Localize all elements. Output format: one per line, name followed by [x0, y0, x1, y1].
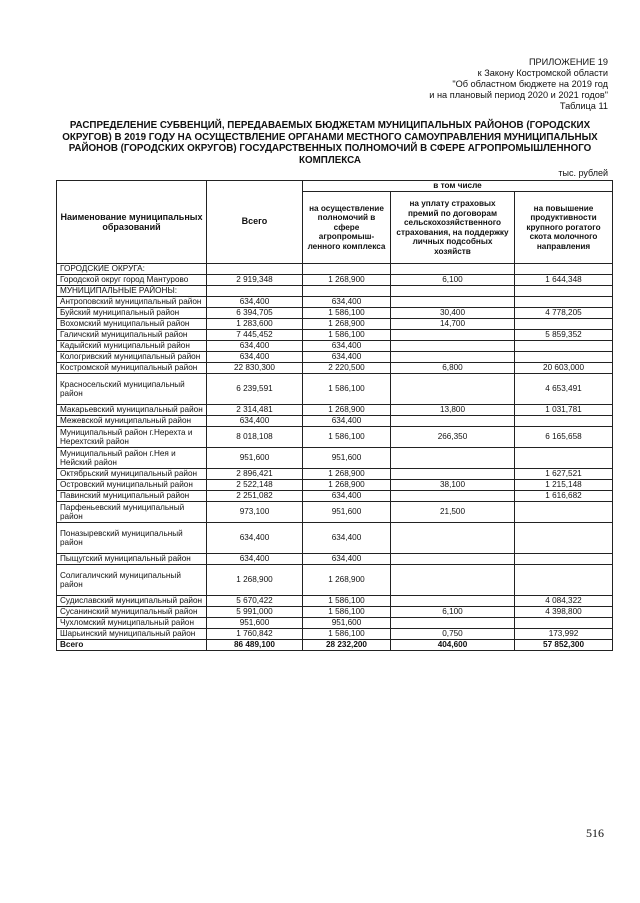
row-dairy: 1 215,148 [515, 480, 613, 491]
row-total: 951,600 [207, 448, 303, 469]
row-agro: 1 586,100 [303, 330, 391, 341]
row-name: Парфеньевский муниципальный район [57, 502, 207, 523]
header-dairy: на повышение продуктивности крупного рогатого скота молочного направления [515, 192, 613, 264]
table-row [57, 618, 613, 629]
row-insurance [391, 341, 515, 352]
table-body [57, 264, 613, 651]
row-insurance [391, 352, 515, 363]
row-total: 1 283,600 [207, 319, 303, 330]
row-total [207, 264, 303, 275]
row-agro: 1 586,100 [303, 596, 391, 607]
row-agro: 1 268,900 [303, 405, 391, 416]
table-row [57, 330, 613, 341]
row-name: Городской округ город Мантурово [57, 275, 207, 286]
table-row [57, 416, 613, 427]
row-agro: 634,400 [303, 523, 391, 554]
row-total: 2 896,421 [207, 469, 303, 480]
row-insurance: 6,800 [391, 363, 515, 374]
row-name: Павинский муниципальный район [57, 491, 207, 502]
table-row [57, 629, 613, 640]
row-agro: 1 586,100 [303, 308, 391, 319]
row-name: Межевской муниципальный район [57, 416, 207, 427]
row-total: 22 830,300 [207, 363, 303, 374]
row-total: 951,600 [207, 618, 303, 629]
row-name: Макарьевский муниципальный район [57, 405, 207, 416]
table-row [57, 341, 613, 352]
appendix-line: ПРИЛОЖЕНИЕ 19 [528, 57, 608, 67]
row-agro: 1 268,900 [303, 565, 391, 596]
row-dairy [515, 352, 613, 363]
total-label: Всего [57, 640, 207, 651]
table-row [57, 491, 613, 502]
row-insurance: 266,350 [391, 427, 515, 448]
row-insurance: 0,750 [391, 629, 515, 640]
row-total: 5 991,000 [207, 607, 303, 618]
row-dairy [515, 448, 613, 469]
row-dairy [515, 297, 613, 308]
row-dairy [515, 286, 613, 297]
row-insurance: 30,400 [391, 308, 515, 319]
table-row [57, 286, 613, 297]
row-insurance [391, 565, 515, 596]
table-row [57, 480, 613, 491]
row-name: Вохомский муниципальный район [57, 319, 207, 330]
row-dairy [515, 618, 613, 629]
row-total: 7 445,452 [207, 330, 303, 341]
row-total: 2 314,481 [207, 405, 303, 416]
row-name: Судиславский муниципальный район [57, 596, 207, 607]
row-dairy: 4 084,322 [515, 596, 613, 607]
table-row [57, 596, 613, 607]
subsidy-table [56, 180, 613, 651]
unit-label: тыс. рублей [558, 168, 608, 178]
appendix-line: к Закону Костромской области [477, 68, 608, 78]
total-agro: 28 232,200 [303, 640, 391, 651]
row-agro: 634,400 [303, 491, 391, 502]
table-row [57, 469, 613, 480]
row-insurance [391, 416, 515, 427]
row-agro: 634,400 [303, 554, 391, 565]
page-number: 516 [586, 826, 604, 840]
row-dairy [515, 554, 613, 565]
row-name: Муниципальный район г.Нея и Нейский район [57, 448, 207, 469]
row-name: Красносельский муниципальный район [57, 374, 207, 405]
row-total: 634,400 [207, 341, 303, 352]
row-dairy: 4 778,205 [515, 308, 613, 319]
document-title: РАСПРЕДЕЛЕНИЕ СУБВЕНЦИЙ, ПЕРЕДАВАЕМЫХ БЮДЖЕТАМ МУНИЦИПАЛЬНЫХ РАЙОНОВ (ГОРОДСКИХ ОКРУГОВ) В 2019 ГОДУ НА ОСУЩЕСТВЛЕНИЕ ОРГАНАМИ МЕСТНОГО САМОУПРАВЛЕНИЯ МУНИЦИПАЛЬНЫХ РАЙОНОВ (ГОРОДСКИХ ОКРУГОВ) ГОСУДАРСТВЕННЫХ ПОЛНОМОЧИЙ В СФЕРЕ АГРОПРОМЫШЛЕННОГО КОМПЛЕКСА [62, 120, 598, 166]
total-row [57, 640, 613, 651]
row-insurance [391, 448, 515, 469]
row-total: 1 268,900 [207, 565, 303, 596]
row-agro: 634,400 [303, 341, 391, 352]
row-dairy [515, 341, 613, 352]
table-row [57, 363, 613, 374]
row-name: Поназыревский муниципальный район [57, 523, 207, 554]
row-dairy: 4 653,491 [515, 374, 613, 405]
row-name: Островский муниципальный район [57, 480, 207, 491]
row-agro: 634,400 [303, 297, 391, 308]
row-dairy [515, 523, 613, 554]
row-name: Буйский муниципальный район [57, 308, 207, 319]
row-agro [303, 286, 391, 297]
table-row [57, 308, 613, 319]
row-insurance [391, 374, 515, 405]
row-total: 634,400 [207, 416, 303, 427]
row-agro: 1 586,100 [303, 427, 391, 448]
row-agro: 1 586,100 [303, 607, 391, 618]
row-total: 2 251,082 [207, 491, 303, 502]
row-insurance [391, 554, 515, 565]
row-insurance [391, 286, 515, 297]
row-dairy [515, 416, 613, 427]
row-insurance: 6,100 [391, 275, 515, 286]
row-dairy [515, 319, 613, 330]
table-row [57, 554, 613, 565]
row-agro: 1 268,900 [303, 275, 391, 286]
table-row [57, 374, 613, 405]
header-insurance: на уплату страховых премий по договорам сельскохозяйственного страхования, на поддержку личных подсобных хозяйств [391, 192, 515, 264]
header-including: в том числе [303, 181, 613, 192]
table-row [57, 405, 613, 416]
row-insurance [391, 297, 515, 308]
total-insurance: 404,600 [391, 640, 515, 651]
row-dairy: 1 031,781 [515, 405, 613, 416]
row-agro: 634,400 [303, 352, 391, 363]
row-name: Шарьинский муниципальный район [57, 629, 207, 640]
row-dairy: 20 603,000 [515, 363, 613, 374]
row-total: 1 760,842 [207, 629, 303, 640]
row-dairy: 6 165,658 [515, 427, 613, 448]
row-agro: 634,400 [303, 416, 391, 427]
table-row [57, 607, 613, 618]
row-total: 634,400 [207, 523, 303, 554]
row-insurance: 6,100 [391, 607, 515, 618]
total-dairy: 57 852,300 [515, 640, 613, 651]
row-insurance: 38,100 [391, 480, 515, 491]
table-row [57, 319, 613, 330]
row-insurance [391, 596, 515, 607]
row-insurance [391, 618, 515, 629]
table-row [57, 565, 613, 596]
table-row [57, 502, 613, 523]
row-dairy: 1 616,682 [515, 491, 613, 502]
row-agro: 1 268,900 [303, 480, 391, 491]
row-name: Солигаличский муниципальный район [57, 565, 207, 596]
table-row [57, 523, 613, 554]
row-name: Пыщугский муниципальный район [57, 554, 207, 565]
table-row [57, 448, 613, 469]
row-insurance [391, 469, 515, 480]
row-insurance [391, 523, 515, 554]
row-total: 973,100 [207, 502, 303, 523]
row-total: 8 018,108 [207, 427, 303, 448]
row-total: 6 239,591 [207, 374, 303, 405]
row-name: Кадыйский муниципальный район [57, 341, 207, 352]
row-name: ГОРОДСКИЕ ОКРУГА: [57, 264, 207, 275]
table-row [57, 264, 613, 275]
row-dairy: 1 644,348 [515, 275, 613, 286]
row-name: Костромской муниципальный район [57, 363, 207, 374]
row-agro: 1 268,900 [303, 469, 391, 480]
grand-total: 86 489,100 [207, 640, 303, 651]
row-total: 2 919,348 [207, 275, 303, 286]
row-agro: 951,600 [303, 618, 391, 629]
header-agro: на осуществление полномочий в сфере агропромыш-ленного комплекса [303, 192, 391, 264]
row-dairy [515, 565, 613, 596]
header-total: Всего [207, 181, 303, 264]
row-name: Сусанинский муниципальный район [57, 607, 207, 618]
row-total: 634,400 [207, 554, 303, 565]
row-name: Октябрьский муниципальный район [57, 469, 207, 480]
row-insurance: 14,700 [391, 319, 515, 330]
row-dairy: 5 859,352 [515, 330, 613, 341]
row-name: Муниципальный район г.Нерехта и Нерехтский район [57, 427, 207, 448]
row-agro: 1 268,900 [303, 319, 391, 330]
table-row [57, 427, 613, 448]
row-total: 634,400 [207, 352, 303, 363]
row-insurance: 21,500 [391, 502, 515, 523]
row-name: Чухломский муниципальный район [57, 618, 207, 629]
row-total: 6 394,705 [207, 308, 303, 319]
row-agro: 2 220,500 [303, 363, 391, 374]
row-dairy: 1 627,521 [515, 469, 613, 480]
appendix-header [308, 57, 608, 112]
row-name: Галичский муниципальный район [57, 330, 207, 341]
row-dairy [515, 502, 613, 523]
row-insurance [391, 330, 515, 341]
row-dairy [515, 264, 613, 275]
row-agro: 951,600 [303, 448, 391, 469]
row-total [207, 286, 303, 297]
row-dairy: 4 398,800 [515, 607, 613, 618]
row-agro: 1 586,100 [303, 374, 391, 405]
header-name: Наименование муниципальных образований [57, 181, 207, 264]
row-name: Антроповский муниципальный район [57, 297, 207, 308]
table-row [57, 275, 613, 286]
row-agro [303, 264, 391, 275]
row-total: 5 670,422 [207, 596, 303, 607]
appendix-line: и на плановый период 2020 и 2021 годов" [429, 90, 608, 100]
row-insurance: 13,800 [391, 405, 515, 416]
table-row [57, 352, 613, 363]
appendix-line: "Об областном бюджете на 2019 год [452, 79, 608, 89]
row-agro: 951,600 [303, 502, 391, 523]
row-name: Кологривский муниципальный район [57, 352, 207, 363]
row-agro: 1 586,100 [303, 629, 391, 640]
row-total: 634,400 [207, 297, 303, 308]
row-total: 2 522,148 [207, 480, 303, 491]
row-insurance [391, 491, 515, 502]
table-number: Таблица 11 [559, 101, 608, 111]
row-name: МУНИЦИПАЛЬНЫЕ РАЙОНЫ: [57, 286, 207, 297]
row-insurance [391, 264, 515, 275]
row-dairy: 173,992 [515, 629, 613, 640]
table-row [57, 297, 613, 308]
